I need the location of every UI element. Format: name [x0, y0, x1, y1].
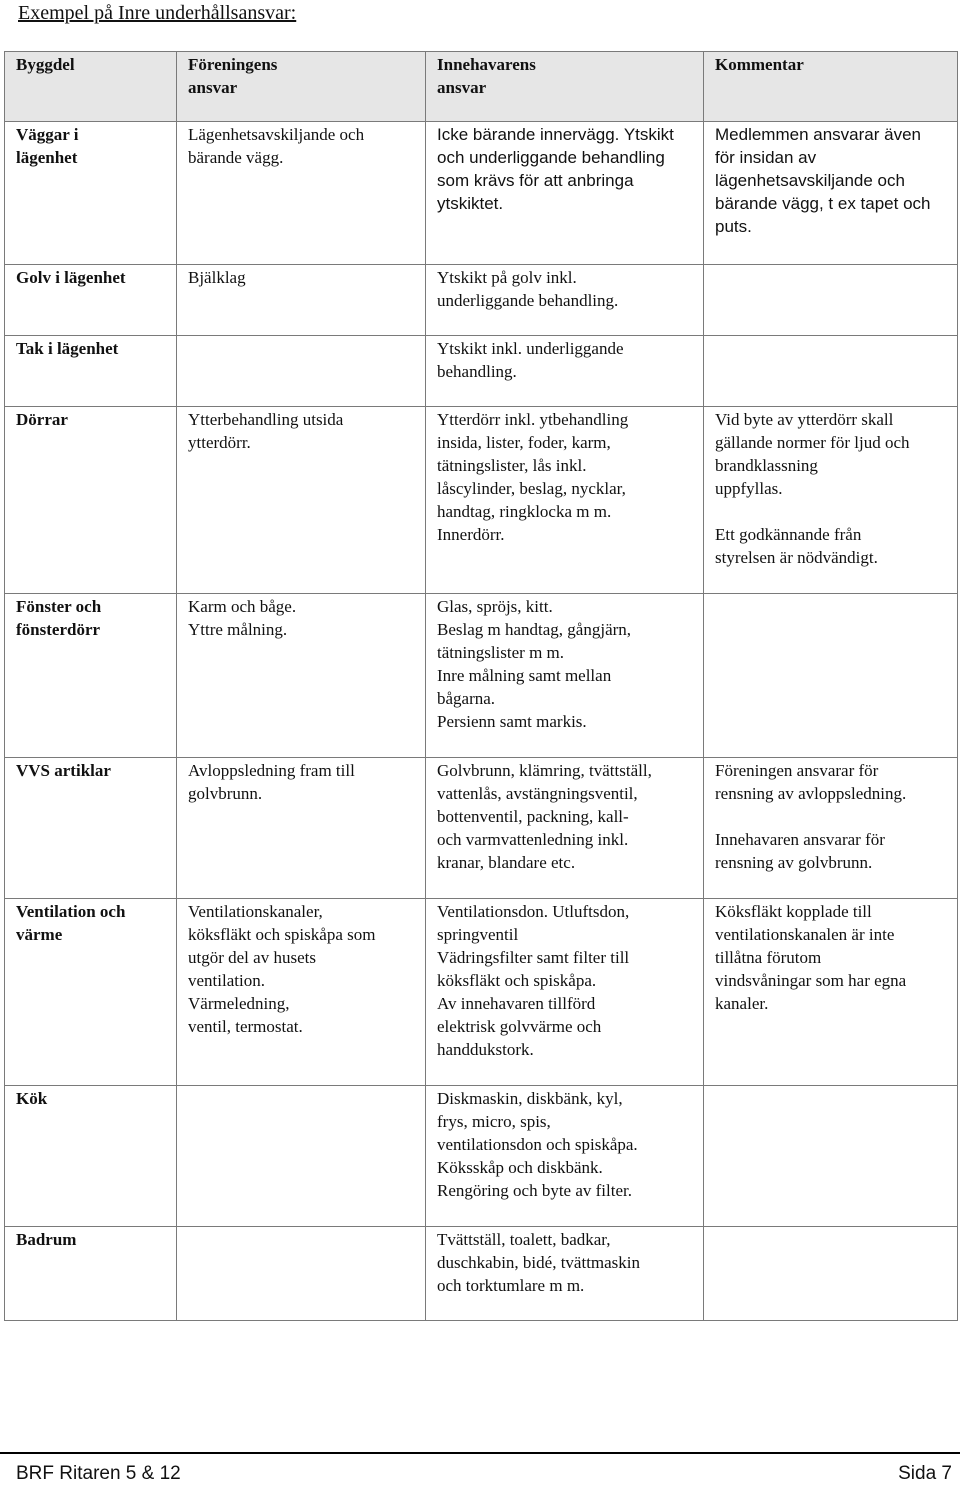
- cell-holder: Ytskikt inkl. underliggande behandling.: [426, 336, 704, 407]
- header-byggdel: Byggdel: [5, 52, 177, 122]
- header-foreningens-ansvar: Föreningens ansvar: [177, 52, 426, 122]
- cell-holder: Ytterdörr inkl. ytbehandling insida, lister, foder, karm, tätningslister, lås inkl. låscylinder, beslag, nycklar, handtag, ringklocka m m. Innerdörr.: [426, 407, 704, 594]
- table-row: [5, 265, 958, 336]
- cell-holder: Glas, spröjs, kitt. Beslag m handtag, gångjärn, tätningslister m m. Inre målning samt mellan bågarna. Persienn samt markis.: [426, 594, 704, 758]
- cell-part: Tak i lägenhet: [5, 336, 177, 407]
- cell-association: [177, 1227, 426, 1321]
- cell-part: Kök: [5, 1086, 177, 1227]
- cell-holder: Icke bärande innervägg. Ytskikt och underliggande behandling som krävs för att anbringa ytskiktet.: [426, 122, 704, 265]
- cell-part: Ventilation och värme: [5, 899, 177, 1086]
- table-row: [5, 594, 958, 758]
- footer-organization: BRF Ritaren 5 & 12: [16, 1463, 181, 1484]
- cell-association: Ytterbehandling utsida ytterdörr.: [177, 407, 426, 594]
- cell-part: VVS artiklar: [5, 758, 177, 899]
- cell-association: Ventilationskanaler, köksfläkt och spiskåpa som utgör del av husets ventilation. Värmeledning, ventil, termostat.: [177, 899, 426, 1086]
- cell-holder: Diskmaskin, diskbänk, kyl, frys, micro, spis, ventilationsdon och spiskåpa. Köksskåp och diskbänk. Rengöring och byte av filter.: [426, 1086, 704, 1227]
- table-row: [5, 407, 958, 594]
- cell-comment: [704, 1086, 958, 1227]
- table-row: [5, 1227, 958, 1321]
- cell-comment: [704, 1227, 958, 1321]
- cell-comment: Vid byte av ytterdörr skall gällande normer för ljud och brandklassning uppfyllas. Ett godkännande från styrelsen är nödvändigt.: [704, 407, 958, 594]
- cell-comment: [704, 336, 958, 407]
- cell-comment: Köksfläkt kopplade till ventilationskanalen är inte tillåtna förutom vindsvåningar som har egna kanaler.: [704, 899, 958, 1086]
- table-row: [5, 1086, 958, 1227]
- table-row: [5, 336, 958, 407]
- cell-comment: [704, 265, 958, 336]
- responsibility-table: [4, 51, 958, 1321]
- cell-association: [177, 336, 426, 407]
- cell-part: Väggar i lägenhet: [5, 122, 177, 265]
- cell-association: Bjälklag: [177, 265, 426, 336]
- page-footer: [0, 1452, 960, 1486]
- header-innehavarens-ansvar: Innehavarens ansvar: [426, 52, 704, 122]
- cell-association: [177, 1086, 426, 1227]
- cell-holder: Golvbrunn, klämring, tvättställ, vattenlås, avstängningsventil, bottenventil, packning, kall- och varmvattenledning inkl. kranar, blandare etc.: [426, 758, 704, 899]
- page-number: Sida 7: [898, 1463, 952, 1484]
- cell-part: Dörrar: [5, 407, 177, 594]
- cell-part: Fönster och fönsterdörr: [5, 594, 177, 758]
- cell-association: Avloppsledning fram till golvbrunn.: [177, 758, 426, 899]
- table-row: [5, 758, 958, 899]
- cell-comment: [704, 594, 958, 758]
- cell-holder: Tvättställ, toalett, badkar, duschkabin, bidé, tvättmaskin och torktumlare m m.: [426, 1227, 704, 1321]
- cell-association: Lägenhetsavskiljande och bärande vägg.: [177, 122, 426, 265]
- cell-association: Karm och båge. Yttre målning.: [177, 594, 426, 758]
- cell-part: Golv i lägenhet: [5, 265, 177, 336]
- table-row: [5, 122, 958, 265]
- cell-comment: Medlemmen ansvarar även för insidan av lägenhetsavskiljande och bärande vägg, t ex tapet och puts.: [704, 122, 958, 265]
- page-title: Exempel på Inre underhållsansvar:: [18, 2, 297, 24]
- cell-part: Badrum: [5, 1227, 177, 1321]
- table-row: [5, 899, 958, 1086]
- table-header-row: [5, 52, 958, 122]
- header-kommentar: Kommentar: [704, 52, 958, 122]
- cell-holder: Ventilationsdon. Utluftsdon, springventil Vädringsfilter samt filter till köksfläkt och spiskåpa. Av innehavaren tillförd elektrisk golvvärme och handdukstork.: [426, 899, 704, 1086]
- cell-holder: Ytskikt på golv inkl. underliggande behandling.: [426, 265, 704, 336]
- cell-comment: Föreningen ansvarar för rensning av avloppsledning. Innehavaren ansvarar för rensning av golvbrunn.: [704, 758, 958, 899]
